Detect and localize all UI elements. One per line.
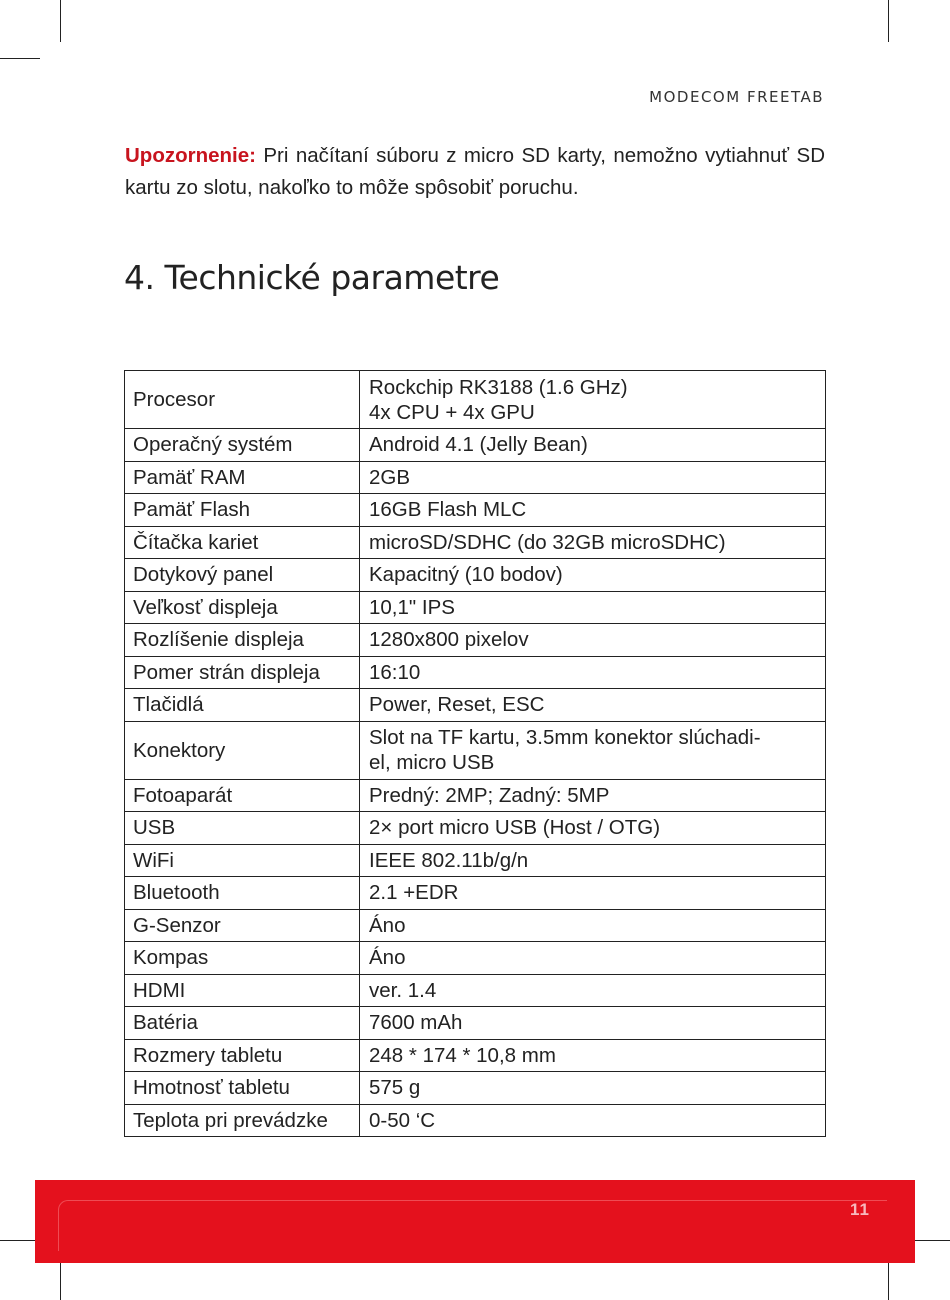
spec-key: Veľkosť displeja — [125, 591, 360, 624]
spec-row — [125, 526, 826, 559]
spec-table — [124, 370, 826, 1137]
spec-value — [360, 844, 826, 877]
spec-row — [125, 494, 826, 527]
spec-row — [125, 1007, 826, 1040]
spec-row — [125, 844, 826, 877]
spec-value-line: Slot na TF kartu, 3.5mm konektor slúchadi- — [369, 726, 761, 749]
spec-value-line: Predný: 2MP; Zadný: 5MP — [369, 783, 610, 807]
spec-value-line: 4x CPU + 4x GPU — [369, 400, 535, 424]
spec-value-line: microSD/SDHC (do 32GB microSDHC) — [369, 530, 726, 554]
spec-value — [360, 812, 826, 845]
spec-key: G-Senzor — [125, 909, 360, 942]
spec-row — [125, 1039, 826, 1072]
spec-value-line: 2.1 +EDR — [369, 881, 459, 905]
spec-value — [360, 591, 826, 624]
warning-paragraph — [125, 140, 825, 204]
header-brand: MODECOM FREETAB — [649, 88, 824, 106]
spec-value — [360, 429, 826, 462]
spec-key: Rozlíšenie displeja — [125, 624, 360, 657]
spec-value-line: Áno — [369, 946, 406, 970]
crop-mark-bottom-left-v — [60, 1258, 61, 1300]
spec-key: Operačný systém — [125, 429, 360, 462]
spec-key: Čítačka kariet — [125, 526, 360, 559]
spec-value — [360, 1007, 826, 1040]
spec-key: USB — [125, 812, 360, 845]
spec-value-line: 2× port micro USB (Host / OTG) — [369, 816, 661, 840]
crop-mark-bottom-right-v — [888, 1258, 889, 1300]
spec-value-line: 16GB Flash MLC — [369, 498, 527, 522]
spec-value — [360, 1072, 826, 1105]
spec-key: Pomer strán displeja — [125, 656, 360, 689]
spec-row — [125, 1072, 826, 1105]
spec-row — [125, 812, 826, 845]
crop-mark-bottom-left-h — [0, 1240, 40, 1241]
warning-text: Pri načítaní súboru z micro SD karty, nemožno vytiahnuť SD kartu zo slotu, nakoľko to môže spôsobiť poruchu. — [125, 144, 825, 199]
spec-value — [360, 721, 826, 779]
spec-row — [125, 371, 826, 429]
spec-key: Batéria — [125, 1007, 360, 1040]
spec-value — [360, 526, 826, 559]
spec-key: Teplota pri prevádzke — [125, 1104, 360, 1137]
spec-value-line: 7600 mAh — [369, 1011, 463, 1035]
spec-value-line: 575 g — [369, 1076, 421, 1100]
spec-value — [360, 942, 826, 975]
spec-value-line: 248 * 174 * 10,8 mm — [369, 1043, 556, 1067]
spec-row — [125, 656, 826, 689]
spec-row — [125, 429, 826, 462]
spec-key: Konektory — [125, 721, 360, 779]
spec-value-line: IEEE 802.11b/g/n — [369, 848, 529, 872]
spec-row — [125, 942, 826, 975]
spec-value — [360, 656, 826, 689]
spec-value-line: Rockchip RK3188 (1.6 GHz) — [369, 375, 628, 399]
spec-value-line: 1280x800 pixelov — [369, 628, 529, 652]
spec-value — [360, 461, 826, 494]
spec-value — [360, 559, 826, 592]
spec-value — [360, 909, 826, 942]
crop-mark-top-left-v — [60, 0, 61, 42]
crop-mark-bottom-right-h — [910, 1240, 950, 1241]
spec-row — [125, 1104, 826, 1137]
spec-key: Procesor — [125, 371, 360, 429]
crop-mark-top-right-v — [888, 0, 889, 42]
spec-value-line: 10,1" IPS — [369, 595, 455, 619]
spec-key: Bluetooth — [125, 877, 360, 910]
spec-key: WiFi — [125, 844, 360, 877]
spec-value-line: el, micro USB — [369, 751, 495, 774]
spec-key: Tlačidlá — [125, 689, 360, 722]
spec-row — [125, 877, 826, 910]
spec-key: Pamäť RAM — [125, 461, 360, 494]
spec-value — [360, 974, 826, 1007]
spec-row — [125, 721, 826, 779]
spec-row — [125, 591, 826, 624]
spec-value — [360, 779, 826, 812]
spec-key: Hmotnosť tabletu — [125, 1072, 360, 1105]
spec-value-line: ver. 1.4 — [369, 978, 437, 1002]
spec-row — [125, 974, 826, 1007]
crop-mark-top-left-h — [0, 58, 40, 59]
footer-decor-line — [58, 1200, 887, 1251]
spec-row — [125, 689, 826, 722]
page-number: 11 — [850, 1200, 870, 1219]
spec-key: Pamäť Flash — [125, 494, 360, 527]
spec-key: HDMI — [125, 974, 360, 1007]
spec-value-line: 16:10 — [369, 660, 421, 684]
spec-value — [360, 689, 826, 722]
spec-value-line: 0-50 ‘C — [369, 1108, 436, 1132]
spec-value-line: Power, Reset, ESC — [369, 693, 545, 717]
spec-value — [360, 624, 826, 657]
spec-value — [360, 1039, 826, 1072]
spec-value-line: Áno — [369, 913, 406, 937]
spec-row — [125, 624, 826, 657]
warning-label: Upozornenie: — [125, 144, 256, 167]
spec-value — [360, 877, 826, 910]
spec-value-line: Android 4.1 (Jelly Bean) — [369, 433, 588, 457]
spec-row — [125, 909, 826, 942]
spec-key: Fotoaparát — [125, 779, 360, 812]
spec-key: Rozmery tabletu — [125, 1039, 360, 1072]
spec-key: Kompas — [125, 942, 360, 975]
spec-value — [360, 494, 826, 527]
spec-value-line: Kapacitný (10 bodov) — [369, 563, 563, 587]
spec-value-line: 2GB — [369, 465, 411, 489]
spec-key: Dotykový panel — [125, 559, 360, 592]
spec-value — [360, 371, 826, 429]
spec-row — [125, 779, 826, 812]
spec-row — [125, 559, 826, 592]
spec-value — [360, 1104, 826, 1137]
spec-row — [125, 461, 826, 494]
section-title: 4. Technické parametre — [124, 258, 500, 297]
